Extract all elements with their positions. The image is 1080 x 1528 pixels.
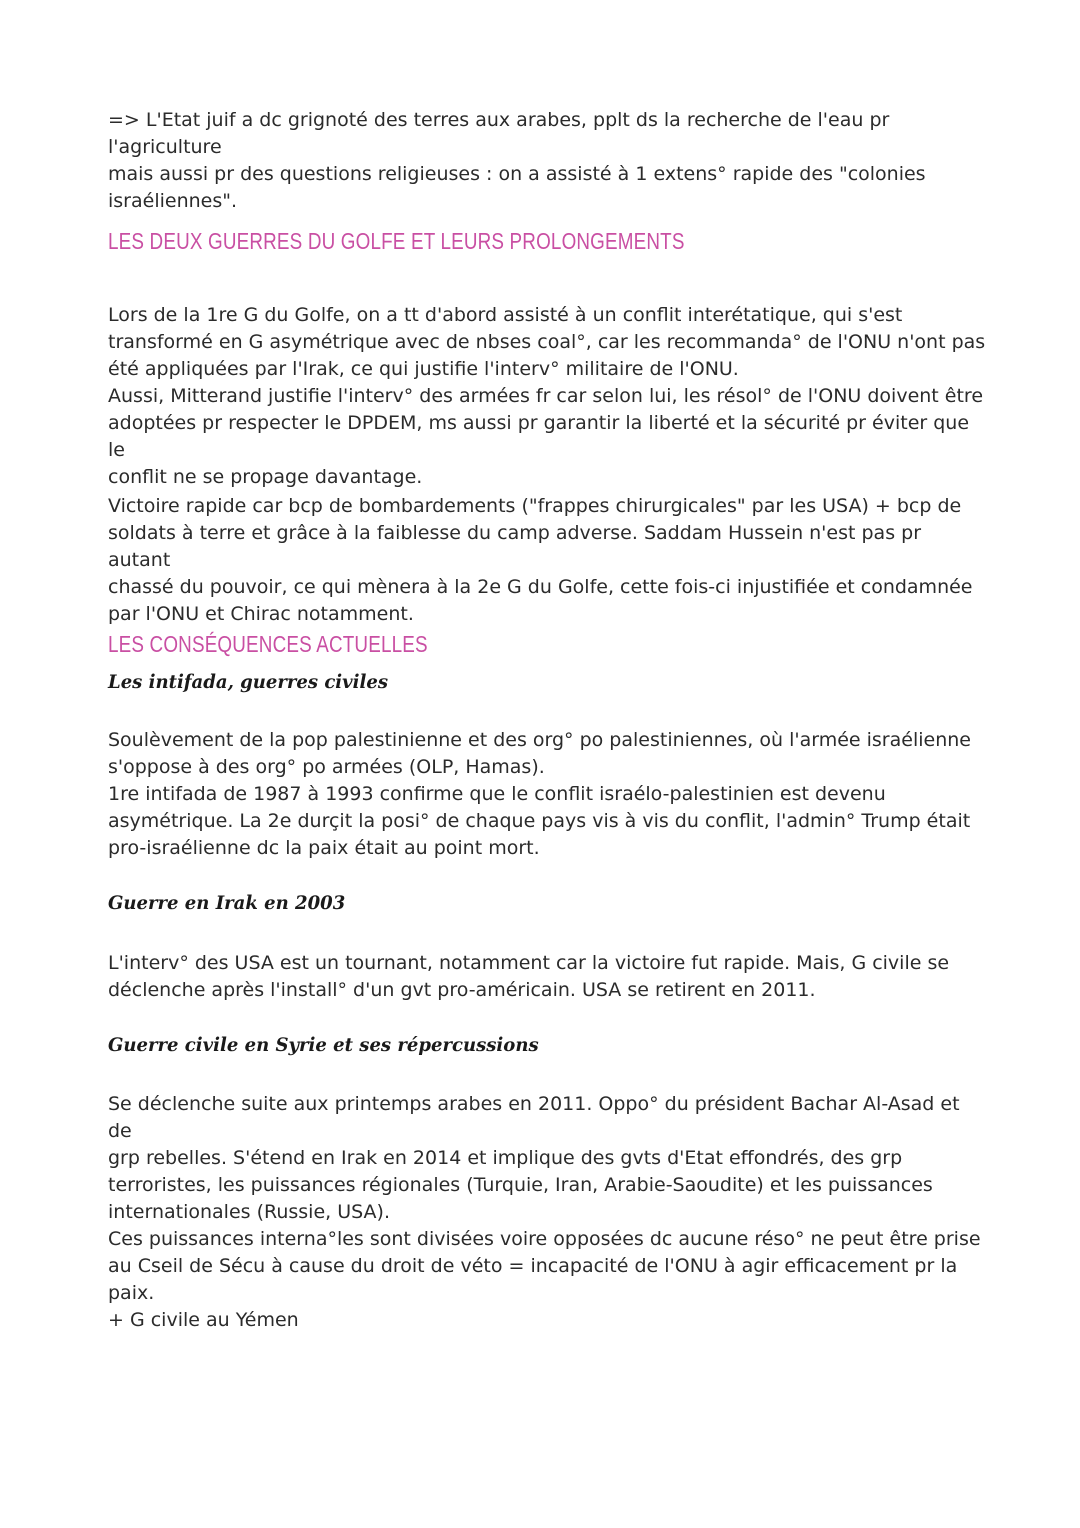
paragraph-syria-war <box>108 1091 988 1334</box>
subheading-syria-war: Guerre civile en Syrie et ses répercussions <box>108 1034 539 1056</box>
paragraph-text: => L'Etat juif a dc grignoté des terres aux arabes, pplt ds la recherche de l'eau pr l'agriculture mais aussi pr des questions religieuses : on a assisté à 1 extens° rapide des "colonies israéliennes". <box>108 109 926 212</box>
paragraph-first-gulf-war <box>108 302 988 491</box>
paragraph-text: Soulèvement de la pop palestinienne et des org° po palestiniennes, où l'armée israélienne s'oppose à des org° po armées (OLP, Hamas). 1re intifada de 1987 à 1993 confirme que le conflit israélo-palestinien est devenu asymétrique. La 2e durçit la posi° de chaque pays vis à vis du conflit, l'admin° Trump était pro-israélienne dc la paix était au point mort. <box>108 729 971 859</box>
subheading-intifada: Les intifada, guerres civiles <box>108 671 389 693</box>
paragraph-text: Victoire rapide car bcp de bombardements ("frappes chirurgicales" par les USA) + bcp de soldats à terre et grâce à la faiblesse du camp adverse. Saddam Hussein n'est pas pr autant chassé du pouvoir, ce qui mènera à la 2e G du Golfe, cette fois-ci injustifiée et condamnée par l'ONU et Chirac notamment. <box>108 495 973 625</box>
paragraph-text: Se déclenche suite aux printemps arabes en 2011. Oppo° du président Bachar Al-Asad et de grp rebelles. S'étend en Irak en 2014 et implique des gvts d'Etat effondrés, des grp terroristes, les puissances régionales (Turquie, Iran, Arabie-Saoudite) et les puissances internationales (Russie, USA). Ces puissances interna°les sont divisées voire opposées dc aucune réso° ne peut être prise au Cseil de Sécu à cause du droit de véto = incapacité de l'ONU à agir efficacement pr la paix. + G civile au Yémen <box>108 1093 981 1331</box>
subheading-irak-war: Guerre en Irak en 2003 <box>108 892 346 914</box>
paragraph-israeli-colonies <box>108 107 988 215</box>
section-heading-gulf-wars: LES DEUX GUERRES DU GOLFE ET LEURS PROLONGEMENTS <box>108 228 685 254</box>
paragraph-intifada <box>108 727 988 862</box>
paragraph-text: Lors de la 1re G du Golfe, on a tt d'abord assisté à un conflit interétatique, qui s'est transformé en G asymétrique avec de nbses coal°, car les recommanda° de l'ONU n'ont pas été appliquées par l'Irak, ce qui justifie l'interv° militaire de l'ONU. Aussi, Mitterand justifie l'interv° des armées fr car selon lui, les résol° de l'ONU doivent être adoptées pr respecter le DPDEM, ms aussi pr garantir la liberté et la sécurité pr éviter que le conflit ne se propage davantage. <box>108 304 986 488</box>
section-heading-consequences: LES CONSÉQUENCES ACTUELLES <box>108 631 428 657</box>
paragraph-quick-victory <box>108 493 988 628</box>
paragraph-text: L'interv° des USA est un tournant, notamment car la victoire fut rapide. Mais, G civile se déclenche après l'install° d'un gvt pro-américain. USA se retirent en 2011. <box>108 952 950 1001</box>
paragraph-irak-war <box>108 950 988 1004</box>
